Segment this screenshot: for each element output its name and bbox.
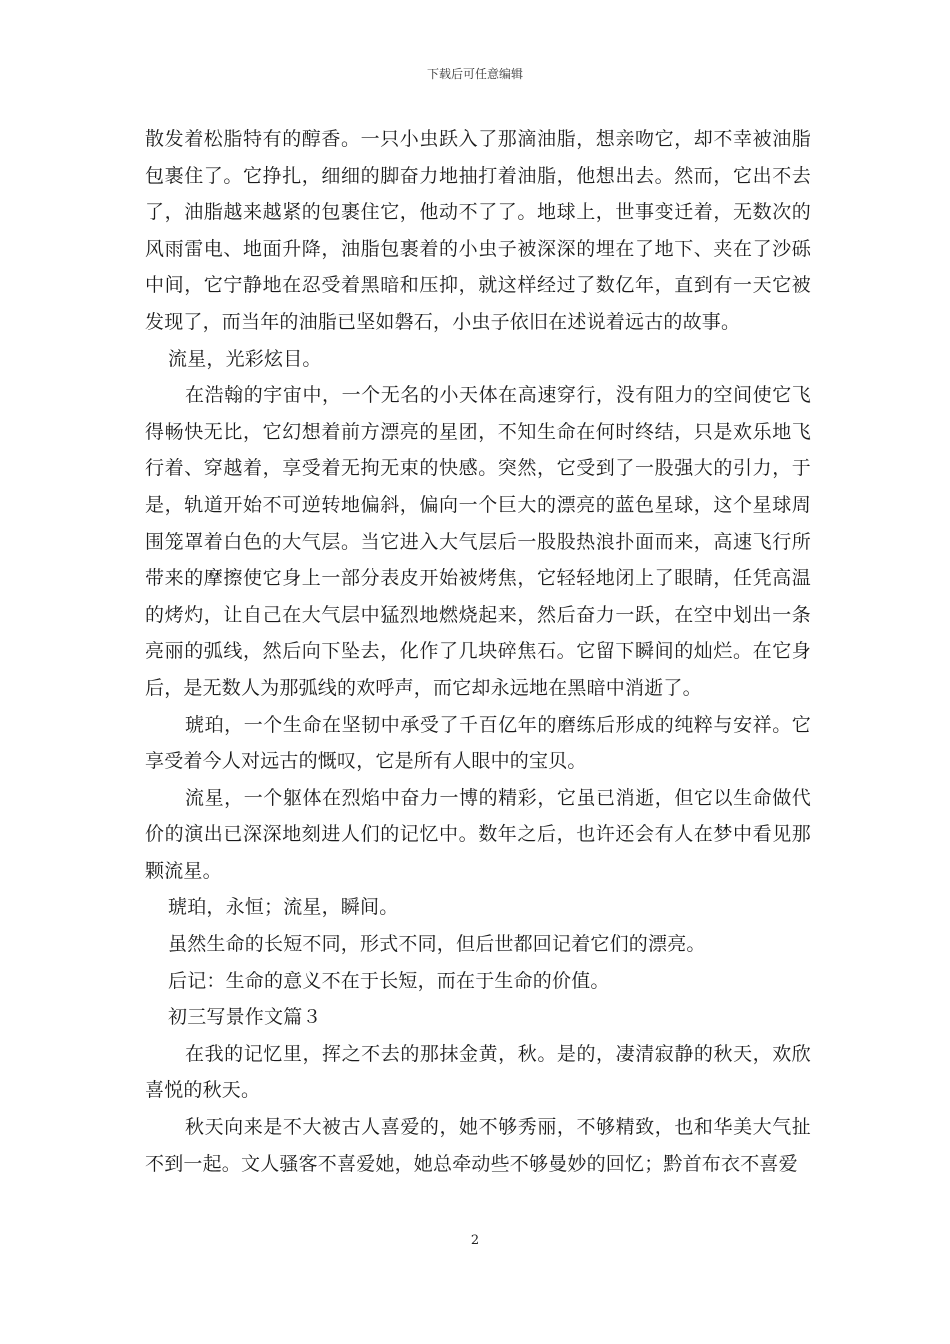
document-body — [145, 121, 811, 1182]
paragraph-meteor-story: 在浩翰的宇宙中，一个无名的小天体在高速穿行，没有阻力的空间使它飞得畅快无比，它幻想着前方漂亮的星团，不知生命在何时终结，只是欢乐地飞行着、穿越着，享受着无拘无束的快感。突然，它受到了一股强大的引力，于是，轨道开始不可逆转地偏斜，偏向一个巨大的漂亮的蓝色星球，这个星球周围笼罩着白色的大气层。当它进入大气层后一股股热浪扑面而来，高速飞行所带来的摩擦使它身上一部分表皮开始被烤焦，它轻轻地闭上了眼睛，任凭高温的烤灼，让自己在大气层中猛烈地燃烧起来，然后奋力一跃，在空中划出一条亮丽的弧线，然后向下坠去，化作了几块碎焦石。它留下瞬间的灿烂。在它身后，是无数人为那弧线的欢呼声，而它却永远地在黑暗中消逝了。 — [145, 384, 811, 699]
paragraph-contrast: 琥珀，永恒；流星，瞬间。 — [168, 896, 399, 919]
section-heading: 初三写景作文篇３ — [168, 1006, 322, 1029]
page-header: 下载后可任意编辑 — [426, 67, 523, 81]
paragraph-amber-summary: 琥珀，一个生命在坚韧中承受了千百亿年的磨练后形成的纯粹与安祥。它享受着今人对远古的慨叹，它是所有人眼中的宝贝。 — [145, 713, 811, 773]
paragraph-postscript: 后记：生命的意义不在于长短，而在于生命的价值。 — [168, 969, 610, 992]
paragraph-amber-continued: 散发着松脂特有的醇香。一只小虫跃入了那滴油脂，想亲吻它，却不幸被油脂包裹住了。它挣扎，细细的脚奋力地抽打着油脂，他想出去。然而，它出不去了，油脂越来越紧的包裹住它，他动不了了。地球上，世事变迁着，无数次的风雨雷电、地面升降，油脂包裹着的小虫子被深深的埋在了地下、夹在了沙砾中间，它宁静地在忍受着黑暗和压抑，就这样经过了数亿年，直到有一天它被发现了，而当年的油脂已坚如磐石，小虫子依旧在述说着远古的故事。 — [145, 128, 811, 333]
paragraph-autumn-body: 秋天向来是不大被古人喜爱的，她不够秀丽，不够精致，也和华美大气扯不到一起。文人骚客不喜爱她，她总牵动些不够曼妙的回忆；黔首布衣不喜爱 — [145, 1116, 811, 1175]
page-number: 2 — [470, 1233, 480, 1248]
paragraph-autumn-intro: 在我的记忆里，挥之不去的那抹金黄，秋。是的，凄清寂静的秋天，欢欣喜悦的秋天。 — [145, 1042, 811, 1102]
paragraph-meteor-summary: 流星，一个躯体在烈焰中奋力一博的精彩，它虽已消逝，但它以生命做代价的演出已深深地刻进人们的记忆中。数年之后，也许还会有人在梦中看见那颗流星。 — [145, 786, 811, 882]
paragraph-meteor-intro: 流星，光彩炫目。 — [168, 347, 322, 370]
paragraph-conclusion: 虽然生命的长短不同，形式不同，但后世都回记着它们的漂亮。 — [168, 933, 706, 956]
